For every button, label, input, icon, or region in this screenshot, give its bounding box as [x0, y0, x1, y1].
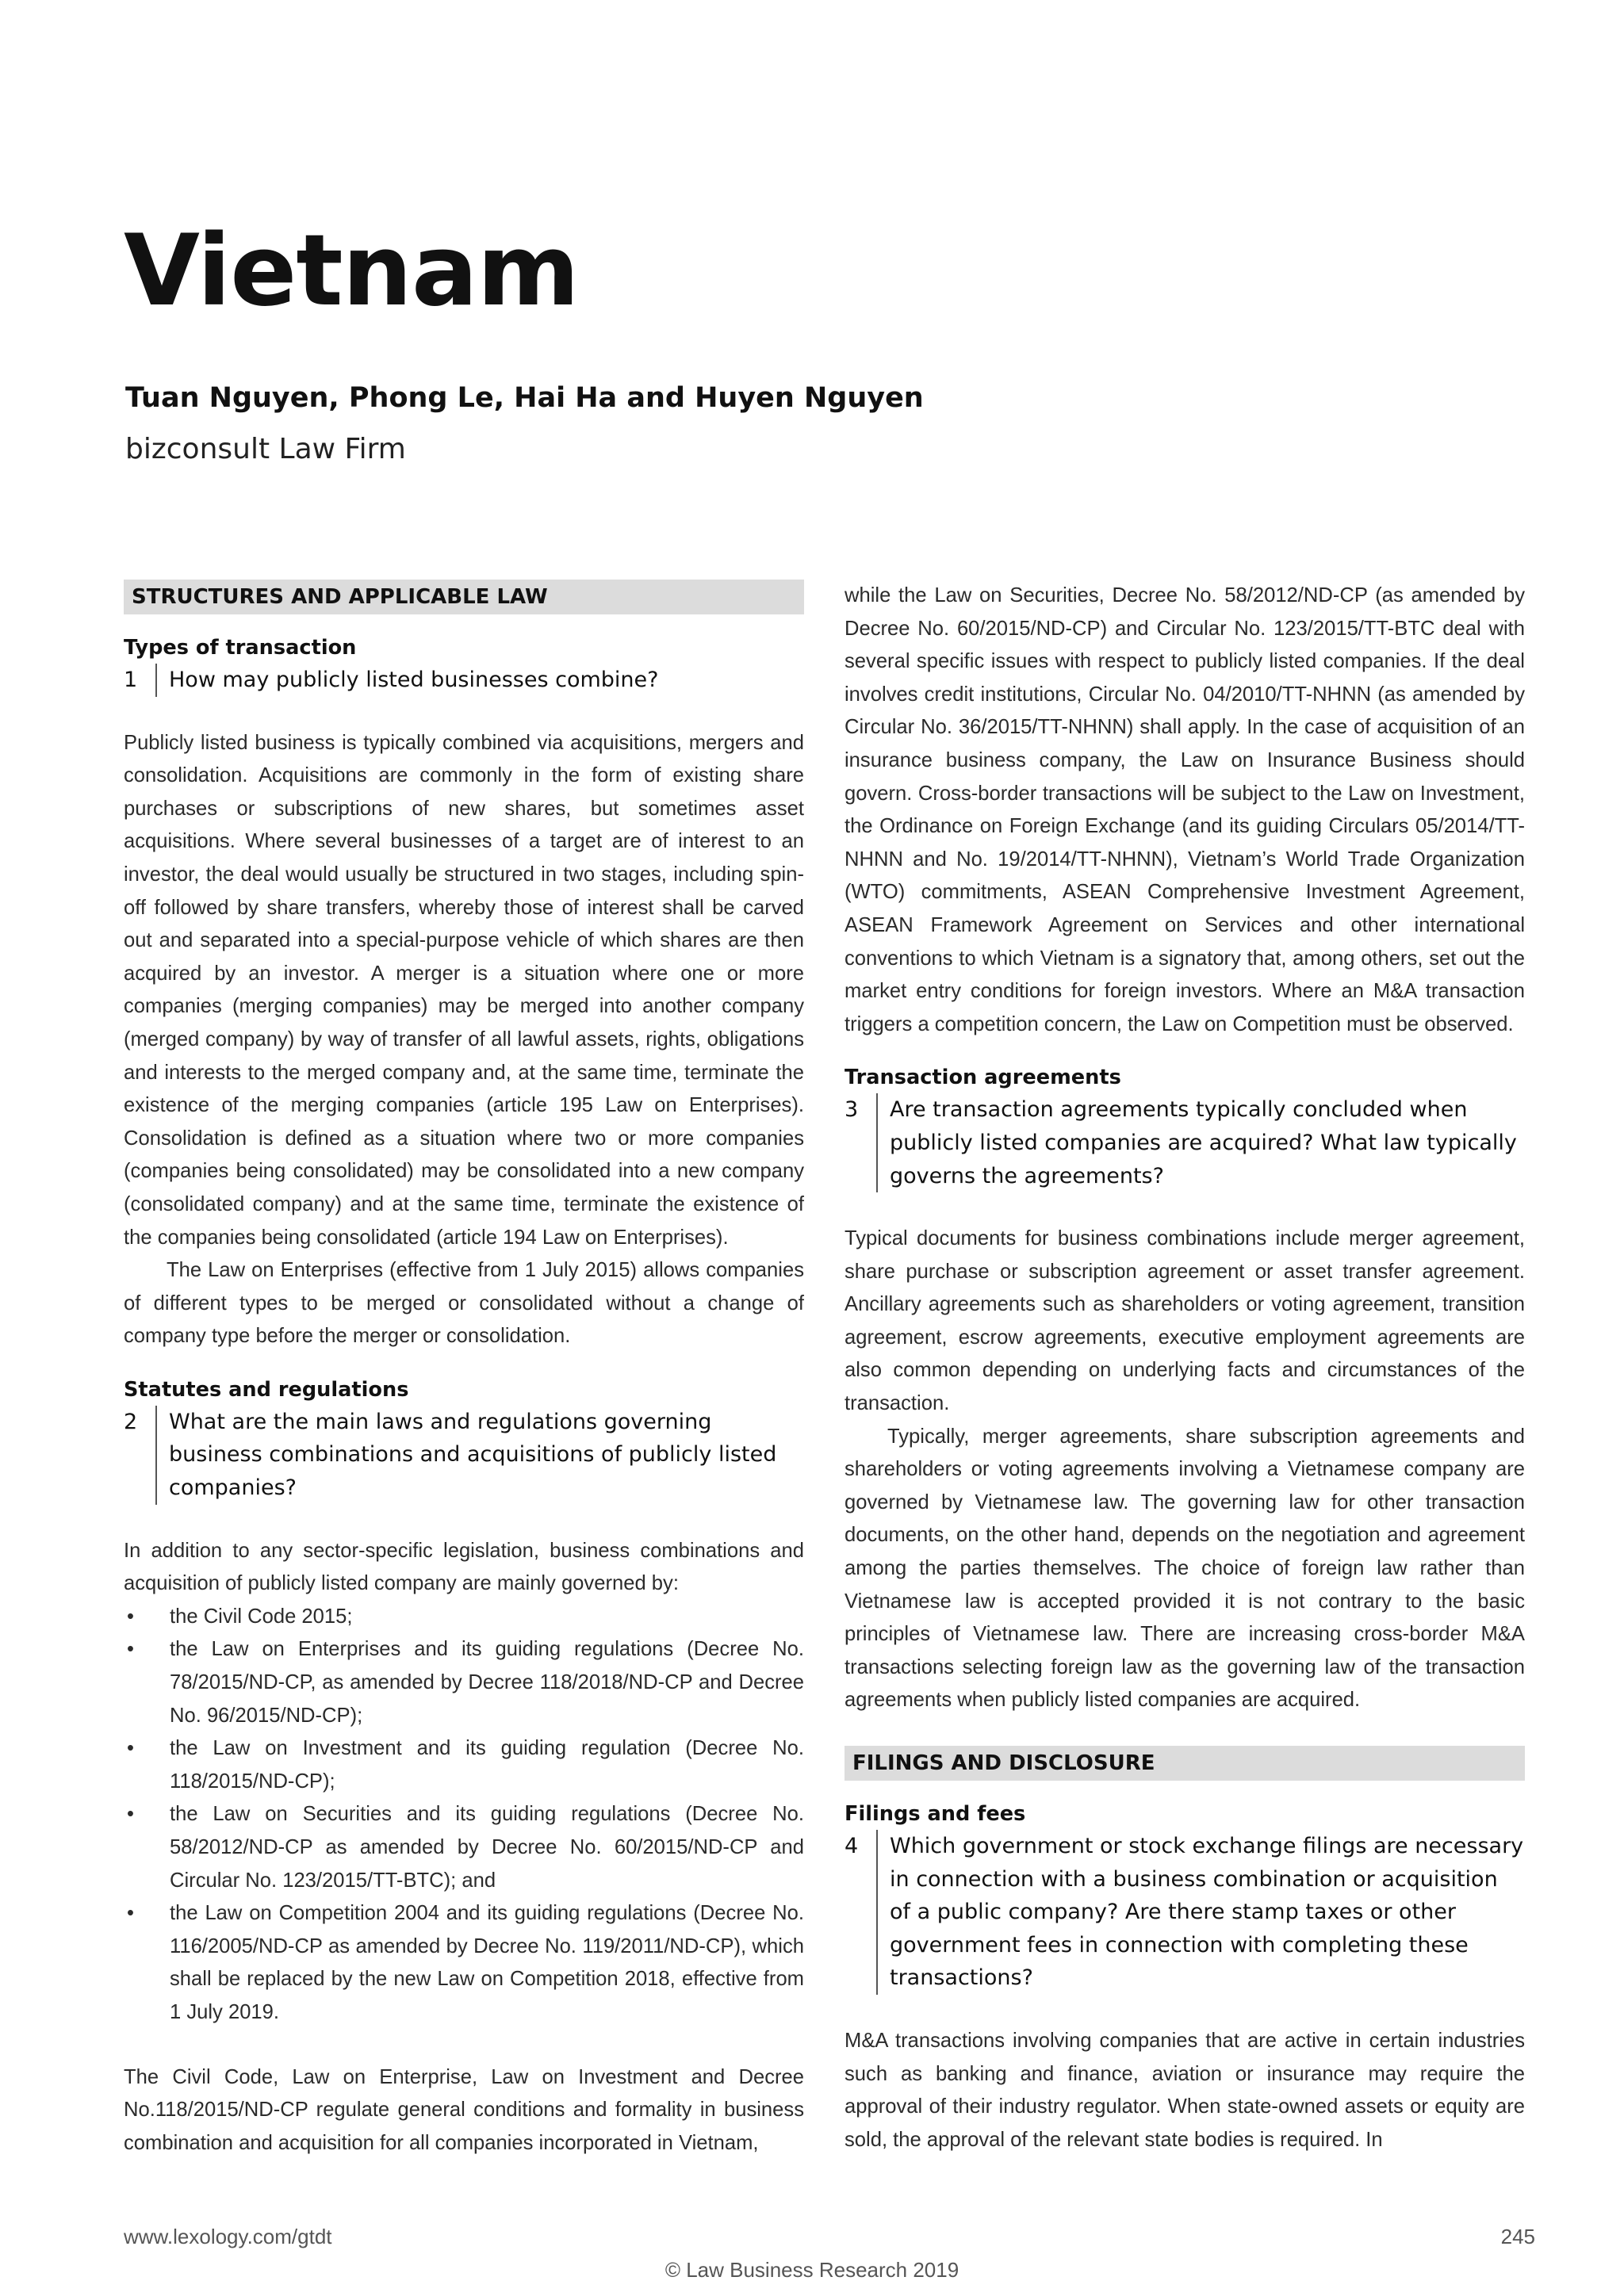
left-column [124, 580, 804, 2160]
footer-url: www.lexology.com/gtdt [124, 2225, 332, 2248]
law-firm: bizconsult Law Firm [125, 433, 406, 465]
question-text: What are the main laws and regulations governing business combinations and acquisitions of publicly listed companies? [155, 1406, 804, 1505]
list-item: • the Law on Investment and its guiding regulation (Decree No. 118/2015/ND-CP); [124, 1732, 804, 1798]
answer-2-continued: while the Law on Securities, Decree No. 58/2012/ND-CP (as amended by Decree No. 60/2015/ND-CP) and Circular No. 123/2015/TT-BTC deal with several specific issues with respect to publicly listed companies. If the deal involves credit institutions, Circular No. 04/2010/TT-NHNN (as amended by Circular No. 36/2015/TT-NHNN) shall apply. In the case of acquisition of an insurance business company, the Law on Insurance Business should govern. Cross-border transactions will be subject to the Law on Investment, the Ordinance on Foreign Exchange (and its guiding Circulars 05/2014/TT-NHNN and No. 19/2014/TT-NHNN), Vietnam’s World Trade Organization (WTO) commitments, ASEAN Comprehensive Investment Agreement, ASEAN Framework Agreement on Services and other international conventions to which Vietnam is a signatory that, among others, set out the market entry conditions for foreign investors. Where an M&A transaction triggers a competition concern, the Law on Competition must be observed. [845, 584, 1525, 1035]
answer-2-intro: In addition to any sector-specific legislation, business combinations and acquisition of publicly listed company are mainly governed by: [124, 1539, 804, 1595]
subheading-transaction-agreements: Transaction agreements [845, 1066, 1121, 1090]
list-item: • the Law on Enterprises and its guiding regulations (Decree No. 78/2015/ND-CP, as amended by Decree 118/2018/ND-CP and Decree No. 96/2015/ND-CP); [124, 1633, 804, 1732]
subheading-statutes: Statutes and regulations [124, 1377, 409, 1402]
question-text: Which government or stock exchange filings are necessary in connection with a business combination or acquisition of a public company? Are there stamp taxes or other government fees in connection with completing these transactions? [876, 1830, 1525, 1995]
list-item: • the Civil Code 2015; [124, 1601, 804, 1634]
list-item: • the Law on Competition 2004 and its guiding regulations (Decree No. 116/2005/ND-CP as amended by Decree No. 119/2011/ND-CP), which shall be replaced by the new Law on Competition 2018, effective from 1 July 2019. [124, 1897, 804, 2029]
law-list [124, 1601, 804, 2030]
question-4 [845, 1830, 1525, 1995]
answer-3-paragraph-1: Typical documents for business combinations include merger agreement, share purchase or subscription agreement or asset transfer agreement. Ancillary agreements such as shareholders or voting agreement, transition agreement, escrow agreements, executive employment agreements are also common depending on underlying facts and circumstances of the transaction. [845, 1227, 1525, 1415]
question-1 [124, 664, 804, 697]
answer-4-paragraph-1: M&A transactions involving companies that are active in certain industries such as banking and finance, aviation or insurance may require the approval of their industry regulator. When state-owned assets or equity are sold, the approval of the relevant state bodies is required. In [845, 2029, 1525, 2151]
answer-3-paragraph-2: Typically, merger agreements, share subscription agreements and shareholders or voting agreements involving a Vietnamese company are governed by Vietnamese law. The governing law for other transaction documents, on the other hand, depends on the negotiation and agreement among the parties themselves. The choice of foreign law rather than Vietnamese law is accepted provided it is not contrary to the basic principles of Vietnamese law. There are increasing cross-border M&A transactions selecting foreign law as the governing law of the transaction agreements when publicly listed companies are acquired. [845, 1425, 1525, 1712]
page-number: 245 [1500, 2225, 1535, 2248]
question-number: 2 [124, 1409, 138, 1434]
answer-2-paragraph-2: The Civil Code, Law on Enterprise, Law on Investment and Decree No.118/2015/ND-CP regulate general conditions and formality in business combination and acquisition for all companies incorporated in Vietnam, [124, 2065, 804, 2154]
authors: Tuan Nguyen, Phong Le, Hai Ha and Huyen Nguyen [125, 382, 924, 414]
list-item: • the Law on Securities and its guiding regulations (Decree No. 58/2012/ND-CP as amended by Decree No. 60/2015/ND-CP and Circular No. 123/2015/TT-BTC); and [124, 1798, 804, 1897]
section-heading-structures: STRUCTURES AND APPLICABLE LAW [124, 580, 804, 614]
question-text: How may publicly listed businesses combine? [155, 664, 804, 697]
answer-1-paragraph-2: The Law on Enterprises (effective from 1 July 2015) allows companies of different types to be merged or consolidated without a change of company type before the merger or consolidation. [124, 1259, 804, 1348]
question-number: 3 [845, 1097, 859, 1123]
answer-1-paragraph-1: Publicly listed business is typically combined via acquisitions, mergers and consolidation. Acquisitions are commonly in the form of existing share purchases or subscriptions of new shares, but sometimes asset acquisitions. Where several businesses of a target are of interest to an investor, the deal would usually be structured in two stages, including spin-off followed by share transfers, whereby those of interest shall be carved out and separated into a special-purpose vehicle of which shares are then acquired by an investor. A merger is a situation where one or more companies (merging companies) may be merged into another company (merged company) by way of transfer of all lawful assets, rights, obligations and interests to the merged company and, at the same time, terminate the existence of the merging companies (article 195 Law on Enterprises). Consolidation is defined as a situation where two or more companies (companies being consolidated) may be consolidated into a new company (consolidated company) and at the same time, terminate the existence of the companies being consolidated (article 194 Law on Enterprises). [124, 731, 804, 1249]
copyright: © Law Business Research 2019 [665, 2258, 959, 2282]
question-2 [124, 1406, 804, 1505]
right-column [845, 580, 1525, 2156]
question-3 [845, 1093, 1525, 1192]
subheading-filings-and-fees: Filings and fees [845, 1802, 1026, 1826]
section-heading-filings: FILINGS AND DISCLOSURE [845, 1746, 1525, 1781]
question-number: 4 [845, 1834, 859, 1858]
question-text: Are transaction agreements typically concluded when publicly listed companies are acquired? What law typically governs the agreements? [876, 1093, 1525, 1192]
question-number: 1 [124, 668, 138, 692]
page-title: Vietnam [124, 214, 579, 328]
subheading-types-of-transaction: Types of transaction [124, 636, 357, 660]
